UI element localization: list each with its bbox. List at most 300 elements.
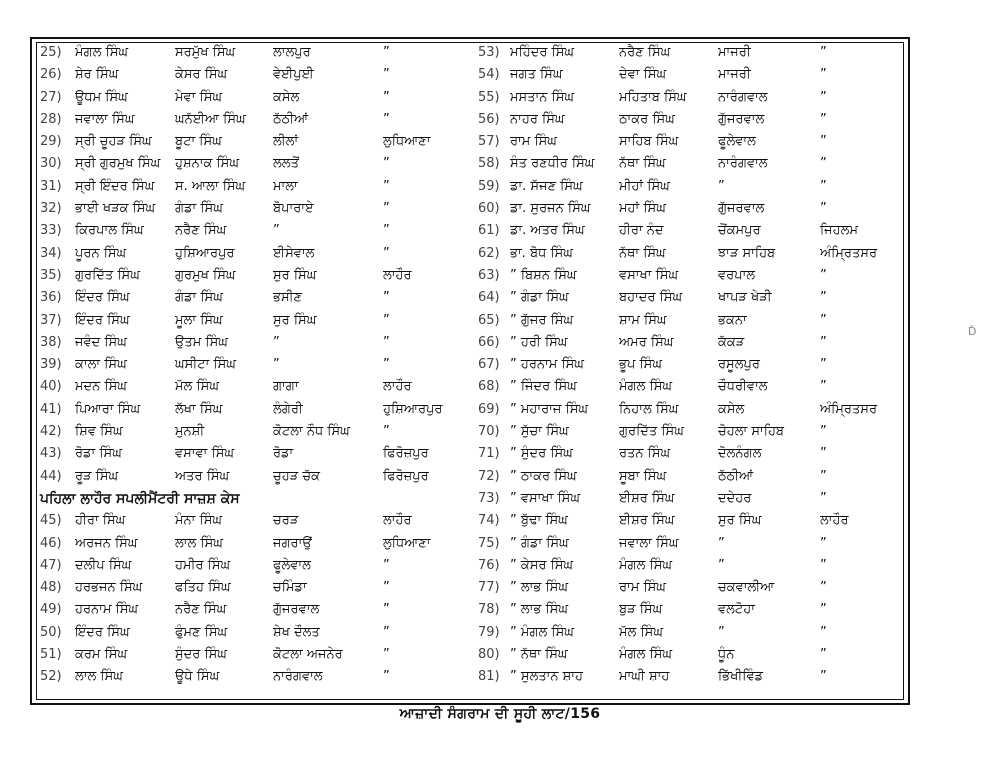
list-item — [478, 555, 900, 577]
list-item — [478, 109, 900, 131]
serial-number: 48) — [40, 580, 62, 596]
serial-number: 45) — [40, 513, 62, 529]
village-name: ਕੋਟਲਾ ਅਜਨੇਰ — [273, 647, 343, 663]
village-name: ਖਾਪੜ ਖੇੜੀ — [718, 290, 772, 306]
district-name: ” — [383, 312, 390, 328]
list-item — [40, 443, 475, 465]
list-item — [478, 176, 900, 198]
list-item — [40, 87, 475, 109]
father-name: ਰਤਨ ਸਿੰਘ — [619, 446, 671, 462]
list-item — [478, 533, 900, 555]
list-item — [40, 131, 475, 153]
district-name: ” — [383, 290, 390, 306]
list-item — [40, 533, 475, 555]
district-name: ” — [820, 201, 827, 217]
serial-number: 55) — [478, 89, 500, 105]
district-name: ” — [820, 312, 827, 328]
list-item — [478, 265, 900, 287]
serial-number: 73) — [478, 490, 500, 506]
father-name: ਠਾਕਰ ਸਿੰਘ — [619, 111, 675, 127]
list-item — [40, 64, 475, 86]
district-name: ” — [820, 45, 827, 60]
village-name: ਫੂਲੇਵਾਲ — [273, 557, 311, 573]
serial-number: 32) — [40, 201, 62, 217]
person-name: ਸ੍ਰੀ ਗੁਰਮੁਖ ਸਿੰਘ — [75, 156, 161, 172]
village-name: ਕਸੇਲ — [718, 401, 745, 417]
district-name: ” — [820, 357, 827, 373]
serial-number: 78) — [478, 602, 500, 618]
person-name: ” ਹਰਨਾਮ ਸਿੰਘ — [510, 357, 584, 373]
father-name: ਘਸੀਟਾ ਸਿੰਘ — [175, 357, 236, 373]
person-name: ਰੋਡਾ ਸਿੰਘ — [75, 446, 122, 462]
left-list-part-1 — [40, 42, 475, 488]
person-name: ਗੁਰਦਿੱਤ ਸਿੰਘ — [75, 267, 140, 283]
serial-number: 77) — [478, 580, 500, 596]
serial-number: 52) — [40, 669, 62, 685]
district-name: ਲਾਹੌਰ — [820, 513, 849, 529]
serial-number: 49) — [40, 602, 62, 618]
serial-number: 75) — [478, 535, 500, 551]
person-name: ਡਾ. ਅਤਰ ਸਿੰਘ — [510, 223, 585, 239]
father-name: ਸ. ਆਲਾ ਸਿੰਘ — [175, 178, 246, 194]
district-name: ” — [820, 647, 827, 663]
person-name: ਸੰਤ ਰਣਧੀਰ ਸਿੰਘ — [510, 156, 595, 172]
father-name: ਨੱਥਾ ਸਿੰਘ — [619, 156, 666, 172]
person-name: ਊਧਮ ਸਿੰਘ — [75, 89, 128, 105]
father-name: ਗੰਡਾ ਸਿੰਘ — [175, 290, 223, 306]
district-name: ” — [383, 624, 390, 640]
person-name: ਮਸਤਾਨ ਸਿੰਘ — [510, 89, 575, 105]
village-name: ਵਲਟੋਹਾ — [718, 602, 755, 618]
district-name: ” — [820, 89, 827, 105]
list-item — [478, 64, 900, 86]
serial-number: 38) — [40, 334, 62, 350]
father-name: ਨਿਹਾਲ ਸਿੰਘ — [619, 401, 679, 417]
district-name: ” — [383, 602, 390, 618]
father-name: ਨੱਥਾ ਸਿੰਘ — [619, 245, 666, 261]
district-name: ਅੰਮ੍ਰਿਤਸਰ — [820, 245, 878, 261]
father-name: ਮੁਨਸ਼ੀ — [175, 424, 205, 440]
district-name: ” — [383, 647, 390, 663]
serial-number: 50) — [40, 624, 62, 640]
list-item — [40, 577, 475, 599]
father-name: ਅਤਰ ਸਿੰਘ — [175, 468, 230, 484]
person-name: ” ਠਾਕਰ ਸਿੰਘ — [510, 468, 577, 484]
father-name: ਗੰਡਾ ਸਿੰਘ — [175, 201, 223, 217]
person-name: ” ਲਾਭ ਸਿੰਘ — [510, 602, 568, 618]
district-name: ਹੁਸ਼ਿਆਰਪੁਰ — [383, 401, 443, 417]
district-name: ” — [383, 178, 390, 194]
list-item — [40, 354, 475, 376]
district-name: ” — [383, 357, 390, 373]
list-item — [478, 220, 900, 242]
person-name: ਸ੍ਰੀ ਇੰਦਰ ਸਿੰਘ — [75, 178, 155, 194]
person-name: ਪਿਆਰਾ ਸਿੰਘ — [75, 401, 141, 417]
village-name: ਸੁਰ ਸਿੰਘ — [273, 312, 317, 328]
person-name: ਕਿਰਪਾਲ ਸਿੰਘ — [75, 223, 144, 239]
serial-number: 67) — [478, 357, 500, 373]
father-name: ਮੂਲਾ ਸਿੰਘ — [175, 312, 223, 328]
district-name: ” — [820, 490, 827, 506]
list-item — [478, 42, 900, 64]
father-name: ਗੁਰਮੁਖ ਸਿੰਘ — [175, 267, 236, 283]
serial-number: 64) — [478, 290, 500, 306]
village-name: ਲੀਲਾਂ — [273, 134, 299, 150]
district-name: ” — [383, 45, 390, 60]
person-name: ” ਵਸਾਖਾ ਸਿੰਘ — [510, 490, 580, 506]
list-item — [40, 310, 475, 332]
person-name: ਮਹਿੰਦਰ ਸਿੰਘ — [510, 45, 575, 60]
village-name: ਰਸੂਲਪੁਰ — [718, 357, 760, 373]
person-name: ਇੰਦਰ ਸਿੰਘ — [75, 624, 130, 640]
list-item — [478, 153, 900, 175]
village-name: ਈਸੇਵਾਲ — [273, 245, 315, 261]
district-name: ” — [820, 535, 827, 551]
person-name: ਅਰਜਨ ਸਿੰਘ — [75, 535, 138, 551]
village-name: ” — [718, 178, 725, 194]
list-item — [40, 622, 475, 644]
serial-number: 31) — [40, 178, 62, 194]
list-item — [40, 332, 475, 354]
father-name: ਊਧੇ ਸਿੰਘ — [175, 669, 220, 685]
list-item — [478, 87, 900, 109]
person-name: ” ਸੁੰਦਰ ਸਿੰਘ — [510, 446, 573, 462]
list-item — [478, 488, 900, 510]
person-name: ” ਸੁੱਚਾ ਸਿੰਘ — [510, 424, 569, 440]
district-name: ਲਾਹੌਰ — [383, 267, 412, 283]
serial-number: 37) — [40, 312, 62, 328]
person-name: ਇੰਦਰ ਸਿੰਘ — [75, 312, 130, 328]
father-name: ਘਨੱਈਆ ਸਿੰਘ — [175, 111, 246, 127]
father-name: ਵਸਾਵਾ ਸਿੰਘ — [175, 446, 235, 462]
list-item — [478, 666, 900, 688]
list-item — [478, 599, 900, 621]
list-item — [478, 354, 900, 376]
father-name: ਮੰਗਲ ਸਿੰਘ — [619, 557, 673, 573]
serial-number: 63) — [478, 267, 500, 283]
father-name: ਦੇਵਾ ਸਿੰਘ — [619, 67, 667, 83]
father-name: ਸੂਬਾ ਸਿੰਘ — [619, 468, 667, 484]
district-name: ” — [820, 156, 827, 172]
list-item — [40, 109, 475, 131]
village-name: ਚੌਧਰੀਵਾਲ — [718, 379, 768, 395]
person-name: ਦਲੀਪ ਸਿੰਘ — [75, 557, 132, 573]
person-name: ਰੂੜ ਸਿੰਘ — [75, 468, 119, 484]
district-name: ” — [383, 67, 390, 83]
serial-number: 65) — [478, 312, 500, 328]
list-item — [40, 399, 475, 421]
father-name: ਮੰਗਲ ਸਿੰਘ — [619, 647, 673, 663]
list-item — [478, 510, 900, 532]
list-item — [478, 466, 900, 488]
village-name: ਠੱਠੀਆਂ — [718, 468, 754, 484]
father-name: ਮੱਲ ਸਿੰਘ — [619, 624, 663, 640]
serial-number: 71) — [478, 446, 500, 462]
village-name: ਚਕਵਾਲੀਆ — [718, 580, 775, 596]
serial-number: 59) — [478, 178, 500, 194]
father-name: ਕੇਸਰ ਸਿੰਘ — [175, 67, 228, 83]
village-name: ਠੱਠੀਆਂ — [273, 111, 309, 127]
person-name: ” ਗੰਡਾ ਸਿੰਘ — [510, 290, 569, 306]
serial-number: 80) — [478, 647, 500, 663]
district-name: ” — [383, 334, 390, 350]
serial-number: 70) — [478, 424, 500, 440]
list-item — [478, 443, 900, 465]
serial-number: 69) — [478, 401, 500, 417]
serial-number: 40) — [40, 379, 62, 395]
person-name: ਮੰਗਲ ਸਿੰਘ — [75, 45, 129, 60]
list-item — [40, 220, 475, 242]
district-name: ” — [820, 669, 827, 685]
father-name: ਸਾਹਿਬ ਸਿੰਘ — [619, 134, 679, 150]
serial-number: 36) — [40, 290, 62, 306]
village-name: ਲੰਗੇਰੀ — [273, 401, 303, 417]
serial-number: 66) — [478, 334, 500, 350]
father-name: ਬੁੜ ਸਿੰਘ — [619, 602, 663, 618]
serial-number: 56) — [478, 111, 500, 127]
village-name: ” — [273, 357, 280, 373]
serial-number: 34) — [40, 245, 62, 261]
serial-number: 68) — [478, 379, 500, 395]
district-name: ਅੰਮ੍ਰਿਤਸਰ — [820, 401, 878, 417]
father-name: ਮੀਹਾਂ ਸਿੰਘ — [619, 178, 670, 194]
person-name: ਕਰਮ ਸਿੰਘ — [75, 647, 128, 663]
village-name: ਦਦੇਹਰ — [718, 490, 752, 506]
village-name: ਸੁਰ ਸਿੰਘ — [273, 267, 317, 283]
village-name: ” — [273, 223, 280, 239]
district-name: ” — [383, 156, 390, 172]
father-name: ਵਸਾਖਾ ਸਿੰਘ — [619, 267, 679, 283]
person-name: ਹੀਰਾ ਸਿੰਘ — [75, 513, 126, 529]
person-name: ” ਮਹਾਰਾਜ ਸਿੰਘ — [510, 401, 589, 417]
person-name: ਮਦਨ ਸਿੰਘ — [75, 379, 127, 395]
serial-number: 33) — [40, 223, 62, 239]
village-name: ਸ਼ੇਖ ਦੌਲਤ — [273, 624, 320, 640]
village-name: ਭਿੱਖੀਵਿੰਡ — [718, 669, 764, 685]
village-name: ਬੋਪਾਰਾਏ — [273, 201, 314, 217]
district-name: ” — [383, 245, 390, 261]
village-name: ਗਾਗਾ — [273, 379, 299, 395]
father-name: ਮਾਘੀ ਸ਼ਾਹ — [619, 669, 670, 685]
serial-number: 30) — [40, 156, 62, 172]
serial-number: 39) — [40, 357, 62, 373]
person-name: ਸ਼ਿਵ ਸਿੰਘ — [75, 424, 123, 440]
father-name: ਬੂਟਾ ਸਿੰਘ — [175, 134, 222, 150]
village-name: ਧੂੰਨ — [718, 647, 735, 663]
serial-number: 43) — [40, 446, 62, 462]
father-name: ਉਤਮ ਸਿੰਘ — [175, 334, 228, 350]
serial-number: 51) — [40, 647, 62, 663]
district-name: ” — [820, 267, 827, 283]
left-column — [40, 42, 475, 689]
list-item — [40, 666, 475, 688]
village-name: ਗੁੱਜਰਵਾਲ — [718, 111, 765, 127]
list-item — [40, 421, 475, 443]
village-name: ਜਗਰਾਉਂ — [273, 535, 312, 551]
father-name: ਲਾਲ ਸਿੰਘ — [175, 535, 223, 551]
serial-number: 46) — [40, 535, 62, 551]
person-name: ” ਨੱਥਾ ਸਿੰਘ — [510, 647, 568, 663]
district-name: ” — [820, 178, 827, 194]
person-name: ਡਾ. ਸੁਰਜਨ ਸਿੰਘ — [510, 201, 591, 217]
person-name: ਹਰਨਾਮ ਸਿੰਘ — [75, 602, 139, 618]
list-item — [40, 644, 475, 666]
district-name: ” — [820, 580, 827, 596]
village-name: ” — [273, 334, 280, 350]
district-name: ਲੁਧਿਆਣਾ — [383, 134, 431, 150]
person-name: ਭਾ. ਬੋਧ ਸਿੰਘ — [510, 245, 573, 261]
village-name: ਗੁੱਜਰਵਾਲ — [718, 201, 765, 217]
district-name: ” — [820, 111, 827, 127]
village-name: ਝਾੜ ਸਾਹਿਬ — [718, 245, 776, 261]
list-item — [40, 599, 475, 621]
list-item — [478, 622, 900, 644]
person-name: ” ਜਿੰਦਰ ਸਿੰਘ — [510, 379, 577, 395]
serial-number: 74) — [478, 513, 500, 529]
village-name: ਲਲਤੋਂ — [273, 156, 299, 172]
father-name: ਲੱਖਾ ਸਿੰਘ — [175, 401, 223, 417]
village-name: ਵੇਈਪੁਈ — [273, 67, 314, 83]
list-item — [478, 577, 900, 599]
district-name: ” — [820, 67, 827, 83]
village-name: ” — [718, 624, 725, 640]
village-name: ਚਮਿੰਡਾ — [273, 580, 307, 596]
serial-number: 26) — [40, 67, 62, 83]
list-item — [40, 265, 475, 287]
district-name: ” — [383, 111, 390, 127]
serial-number: 41) — [40, 401, 62, 417]
village-name: ਲਾਲਪੁਰ — [273, 45, 311, 60]
serial-number: 47) — [40, 557, 62, 573]
district-name: ਲਾਹੌਰ — [383, 379, 412, 395]
village-name: ” — [718, 535, 725, 551]
district-name: ” — [820, 557, 827, 573]
person-name: ” ਲਾਭ ਸਿੰਘ — [510, 580, 568, 596]
father-name: ਹਮੀਰ ਸਿੰਘ — [175, 557, 231, 573]
district-name: ਫਿਰੋਜ਼ਪੁਰ — [383, 446, 429, 462]
district-name: ” — [820, 624, 827, 640]
serial-number: 42) — [40, 424, 62, 440]
village-name: ਚੋਂਕਮਪੁਰ — [718, 223, 761, 239]
person-name: ” ਸੁਲਤਾਨ ਸ਼ਾਹ — [510, 669, 583, 685]
village-name: ਫੂਲੇਵਾਲ — [718, 134, 756, 150]
village-name: ਚੂਹੜ ਚੱਕ — [273, 468, 320, 484]
village-name: ਰੋਡਾ — [273, 446, 294, 462]
father-name: ਫੁੰਮਣ ਸਿੰਘ — [175, 624, 228, 640]
list-item — [40, 198, 475, 220]
village-name: ਨਾਰੰਗਵਾਲ — [718, 89, 768, 105]
person-name: ” ਕੇਸਰ ਸਿੰਘ — [510, 557, 574, 573]
village-name: ਗੁੱਜਰਵਾਲ — [273, 602, 320, 618]
list-item — [478, 376, 900, 398]
district-name: ” — [383, 201, 390, 217]
person-name: ” ਬਿਸ਼ਨ ਸਿੰਘ — [510, 267, 577, 283]
father-name: ਭੂਪ ਸਿੰਘ — [619, 357, 663, 373]
father-name: ਈਸ਼ਰ ਸਿੰਘ — [619, 513, 675, 529]
district-name: ” — [383, 424, 390, 440]
village-name: ਦੋਲਨੰਗਲ — [718, 446, 762, 462]
village-name: ਕੋਟਲਾ ਨੌਧ ਸਿੰਘ — [273, 424, 350, 440]
district-name: ਜਿਹਲਮ — [820, 223, 858, 239]
village-name: ਨਾਰੰਗਵਾਲ — [273, 669, 323, 685]
page-footer: ਆਜ਼ਾਦੀ ਸੰਗਰਾਮ ਦੀ ਸੂਹੀ ਲਾਟ/156 — [399, 706, 601, 722]
list-item — [478, 243, 900, 265]
person-name: ” ਬੁੱਢਾ ਸਿੰਘ — [510, 513, 568, 529]
serial-number: 35) — [40, 267, 62, 283]
serial-number: 54) — [478, 67, 500, 83]
person-name: ” ਹਰੀ ਸਿੰਘ — [510, 334, 568, 350]
district-name: ਲਾਹੌਰ — [383, 513, 412, 529]
right-column — [478, 42, 900, 689]
district-name: ” — [820, 468, 827, 484]
village-name: ਭਸੀਣ — [273, 290, 303, 306]
list-item — [40, 376, 475, 398]
father-name: ਨਰੈਣ ਸਿੰਘ — [175, 602, 227, 618]
village-name: ਮਾਜਰੀ — [718, 67, 751, 83]
village-name: ਸੁਰ ਸਿੰਘ — [718, 513, 762, 529]
village-name: ਕਸੇਲ — [273, 89, 300, 105]
father-name: ਹੁਸ਼ਨਾਕ ਸਿੰਘ — [175, 156, 239, 172]
list-item — [478, 644, 900, 666]
father-name: ਬਹਾਦਰ ਸਿੰਘ — [619, 290, 683, 306]
district-name: ” — [383, 89, 390, 105]
list-item — [478, 399, 900, 421]
district-name: ” — [383, 580, 390, 596]
list-item — [478, 421, 900, 443]
district-name: ” — [383, 223, 390, 239]
father-name: ਮਹਾਂ ਸਿੰਘ — [619, 201, 666, 217]
person-name: ” ਮੰਗਲ ਸਿੰਘ — [510, 624, 574, 640]
person-name: ਨਾਹਰ ਸਿੰਘ — [510, 111, 565, 127]
district-name: ” — [820, 424, 827, 440]
village-name: ਭਕਨਾ — [718, 312, 747, 328]
village-name: ਮਾਜਰੀ — [718, 45, 751, 60]
person-name: ਜਵਾਲਾ ਸਿੰਘ — [75, 111, 135, 127]
list-item — [478, 287, 900, 309]
village-name: ਨਾਰੰਗਵਾਲ — [718, 156, 768, 172]
list-item — [40, 176, 475, 198]
list-item — [40, 466, 475, 488]
father-name: ਮੱਲ ਸਿੰਘ — [175, 379, 219, 395]
district-name: ” — [820, 334, 827, 350]
father-name: ਹੀਰਾ ਨੰਦ — [619, 223, 664, 239]
person-name: ਪੂਰਨ ਸਿੰਘ — [75, 245, 127, 261]
father-name: ਜਵਾਲਾ ਸਿੰਘ — [619, 535, 679, 551]
district-name: ਫਿਰੋਜ਼ਪੁਰ — [383, 468, 429, 484]
father-name: ਈਸ਼ਰ ਸਿੰਘ — [619, 490, 675, 506]
village-name: ਵਰਪਾਲ — [718, 267, 756, 283]
village-name: ਮਾਲਾ — [273, 178, 298, 194]
serial-number: 60) — [478, 201, 500, 217]
person-name: ਇੰਦਰ ਸਿੰਘ — [75, 290, 130, 306]
list-item — [478, 310, 900, 332]
district-name: ਲੁਧਿਆਣਾ — [383, 535, 431, 551]
district-name: ” — [820, 446, 827, 462]
district-name: ” — [383, 557, 390, 573]
person-name: ” ਗੰਡਾ ਸਿੰਘ — [510, 535, 569, 551]
father-name: ਹੁਸ਼ਿਆਰਪੁਰ — [175, 245, 235, 261]
father-name: ਸ਼ਾਮ ਸਿੰਘ — [619, 312, 667, 328]
serial-number: 28) — [40, 111, 62, 127]
serial-number: 25) — [40, 45, 62, 60]
list-item — [40, 243, 475, 265]
village-name: ਚੋਹਲਾ ਸਾਹਿਬ — [718, 424, 785, 440]
father-name: ਅਮਰ ਸਿੰਘ — [619, 334, 674, 350]
list-item — [40, 555, 475, 577]
person-name: ਸ੍ਰੀ ਚੂਹੜ ਸਿੰਘ — [75, 134, 152, 150]
district-name: ” — [383, 669, 390, 685]
father-name: ਗੁਰਦਿੱਤ ਸਿੰਘ — [619, 424, 684, 440]
